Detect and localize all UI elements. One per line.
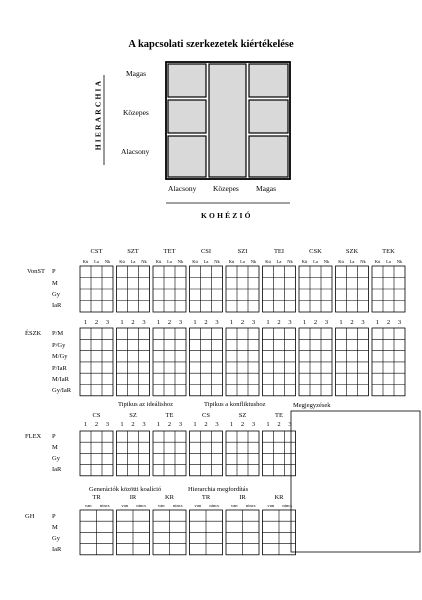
eszk-num-2-1: 2 [167, 319, 172, 326]
eszk-num-3-0: 1 [193, 319, 197, 326]
vonst-col-2: TET [163, 248, 176, 255]
flex-num-4-2: 3 [251, 421, 256, 428]
vonst-sub-3-1: La [203, 259, 209, 264]
eszk-num-5-1: 2 [277, 319, 281, 326]
flex-num-0-0: 1 [83, 421, 88, 428]
gh-group-coalition: Generációk közötti koalíció [89, 486, 162, 493]
vonst-sub-5-1: La [276, 259, 282, 264]
gh-sub-4-0: van [230, 503, 238, 508]
gh-sub-2-0: van [157, 503, 165, 508]
notes-label: Megjegyzések [293, 402, 331, 409]
eszk-num-6-2: 3 [324, 319, 329, 326]
eszk-num-3-1: 2 [204, 319, 208, 326]
page-title: A kapcsolati szerkezetek kiértékelése [128, 39, 294, 50]
gh-row-gy: Gy [52, 535, 60, 542]
eszk-num-8-2: 3 [397, 319, 402, 326]
eszk-num-1-0: 1 [120, 319, 124, 326]
eszk-num-3-2: 3 [215, 319, 219, 326]
gh-col-3: TR [201, 494, 211, 501]
flex-group-ideal: Tipikus az ideálishoz [118, 401, 174, 408]
y-level-medium: Közepes [123, 108, 149, 117]
gh-sub-3-1: nincs [209, 503, 220, 508]
eszk-num-7-0: 1 [339, 319, 343, 326]
flex-col-1: SZ [129, 412, 137, 419]
vonst-sub-6-0: Kü [301, 259, 308, 264]
flex-num-2-1: 2 [167, 421, 172, 428]
vonst-row-p: P [52, 268, 56, 275]
flex-num-5-1: 2 [277, 421, 281, 428]
eszk-num-1-2: 3 [142, 319, 146, 326]
vonst-col-3: CSI [200, 248, 212, 255]
notes-box [291, 411, 420, 552]
gh-row-m: M [52, 524, 58, 531]
vonst-col-1: SZT [127, 248, 139, 255]
eszk-num-0-1: 2 [94, 319, 99, 326]
vonst-sub-0-1: La [94, 259, 99, 264]
flex-num-0-1: 2 [94, 421, 99, 428]
gh-group-reversal: Hierarchia megfordítás [188, 486, 249, 493]
vonst-col-5: TEI [273, 248, 285, 255]
gh-sub-5-0: van [267, 503, 275, 508]
gh-row-p: P [52, 513, 56, 520]
flex-num-3-2: 3 [215, 421, 219, 428]
eszk-num-2-0: 1 [156, 319, 161, 326]
vonst-sub-1-0: Kü [119, 259, 125, 264]
vonst-row-m: M [52, 280, 58, 287]
eszk-row-6: Gy/IaR [52, 387, 72, 394]
vonst-sub-6-1: La [313, 259, 318, 264]
flex-num-1-2: 3 [142, 421, 146, 428]
vonst-sub-5-2: Nk [287, 259, 293, 264]
section-gh-label: GH [25, 513, 35, 520]
vonst-sub-1-2: Nk [141, 259, 147, 264]
flex-row-gy: Gy [52, 455, 60, 462]
flex-num-3-1: 2 [204, 421, 208, 428]
eszk-num-7-1: 2 [350, 319, 354, 326]
gh-sub-0-0: van [84, 503, 92, 508]
gh-sub-1-0: van [121, 503, 129, 508]
vonst-sub-8-1: La [386, 259, 391, 264]
eszk-num-8-0: 1 [375, 319, 380, 326]
section-flex-label: FLEX [25, 433, 42, 440]
vonst-row-iar: IaR [52, 302, 62, 309]
vonst-col-7: SZK [345, 248, 359, 255]
flex-num-5-2: 3 [288, 421, 292, 428]
eszk-num-0-0: 1 [83, 319, 88, 326]
flex-num-0-2: 3 [105, 421, 110, 428]
vonst-sub-5-0: Kü [265, 259, 271, 264]
vonst-sub-4-0: Kü [228, 259, 235, 264]
flex-num-2-0: 1 [156, 421, 161, 428]
vonst-col-4: SZI [237, 248, 248, 255]
eszk-num-2-2: 3 [178, 319, 183, 326]
flex-col-3: CS [202, 412, 210, 419]
vonst-row-gy: Gy [52, 291, 60, 298]
eszk-num-6-0: 1 [302, 319, 307, 326]
vonst-sub-2-0: Kü [155, 259, 162, 264]
y-level-high: Magas [126, 69, 146, 78]
vonst-sub-3-0: Kü [192, 259, 198, 264]
eszk-num-1-1: 2 [131, 319, 135, 326]
evaluation-matrix [166, 62, 290, 179]
vonst-sub-2-1: La [167, 259, 172, 264]
vonst-sub-7-2: Nk [360, 259, 366, 264]
vonst-sub-8-2: Nk [396, 259, 403, 264]
vonst-sub-7-0: Kü [338, 259, 344, 264]
vonst-sub-4-2: Nk [250, 259, 257, 264]
vonst-col-0: CST [90, 248, 103, 255]
eszk-num-5-2: 3 [288, 319, 292, 326]
eszk-row-1: P/M [52, 330, 64, 337]
x-level-medium: Közepes [213, 184, 239, 193]
gh-col-1: IR [129, 494, 137, 501]
vonst-col-8: TEK [382, 248, 395, 255]
flex-num-1-1: 2 [131, 421, 135, 428]
eszk-num-4-0: 1 [229, 319, 234, 326]
eszk-row-4: P/IaR [52, 365, 67, 372]
vonst-sub-8-0: Kü [374, 259, 381, 264]
flex-num-3-0: 1 [193, 421, 197, 428]
x-level-low: Alacsony [168, 184, 197, 193]
eszk-num-6-1: 2 [313, 319, 318, 326]
vonst-sub-0-2: Nk [104, 259, 111, 264]
vonst-sub-0-0: Kü [82, 259, 89, 264]
y-level-low: Alacsony [121, 147, 150, 156]
eszk-num-7-2: 3 [361, 319, 365, 326]
gh-col-2: KR [164, 494, 175, 501]
gh-sub-4-1: nincs [245, 503, 256, 508]
gh-sub-3-0: van [194, 503, 202, 508]
flex-num-1-0: 1 [120, 421, 124, 428]
flex-row-p: P [52, 433, 56, 440]
flex-col-2: TE [165, 412, 174, 419]
gh-sub-1-1: nincs [136, 503, 147, 508]
flex-row-m: M [52, 444, 58, 451]
flex-num-4-0: 1 [229, 421, 234, 428]
cohesion-axis-label: KOHÉZIÓ [201, 211, 253, 220]
flex-num-4-1: 2 [240, 421, 245, 428]
hierarchy-axis-label: HIERARCHIA [93, 78, 103, 151]
flex-row-iar: IaR [52, 466, 62, 473]
gh-sub-0-1: nincs [99, 503, 110, 508]
flex-col-5: TE [275, 412, 283, 419]
vonst-sub-1-1: La [130, 259, 136, 264]
vonst-sub-7-1: La [349, 259, 355, 264]
gh-row-iar: IaR [52, 546, 62, 553]
gh-col-4: IR [239, 494, 246, 501]
eszk-row-5: M/IaR [52, 376, 69, 383]
x-level-high: Magas [256, 184, 276, 193]
flex-num-5-0: 1 [266, 421, 270, 428]
flex-num-2-2: 3 [178, 421, 183, 428]
eszk-row-2: P/Gy [52, 342, 66, 349]
gh-col-0: TR [92, 494, 101, 501]
eszk-num-4-2: 3 [251, 319, 256, 326]
vonst-sub-2-2: Nk [177, 259, 184, 264]
gh-sub-5-1: nincs [282, 503, 293, 508]
flex-col-0: CS [92, 412, 101, 419]
gh-col-5: KR [274, 494, 284, 501]
eszk-num-0-2: 3 [105, 319, 110, 326]
vonst-col-6: CSK [309, 248, 322, 255]
flex-group-conflict: Tipikus a konfliktushoz [204, 401, 266, 408]
eszk-num-5-0: 1 [266, 319, 270, 326]
vonst-sub-4-1: La [240, 259, 245, 264]
eszk-num-4-1: 2 [240, 319, 245, 326]
eszk-row-3: M/Gy [52, 353, 68, 360]
section-eszk-label: ÉSZK [25, 330, 42, 337]
vonst-sub-6-2: Nk [323, 259, 330, 264]
section-vonst-label: VonST [27, 268, 45, 275]
eszk-num-8-1: 2 [386, 319, 391, 326]
gh-sub-2-1: nincs [172, 503, 183, 508]
vonst-sub-3-2: Nk [214, 259, 220, 264]
flex-col-4: SZ [238, 412, 247, 419]
